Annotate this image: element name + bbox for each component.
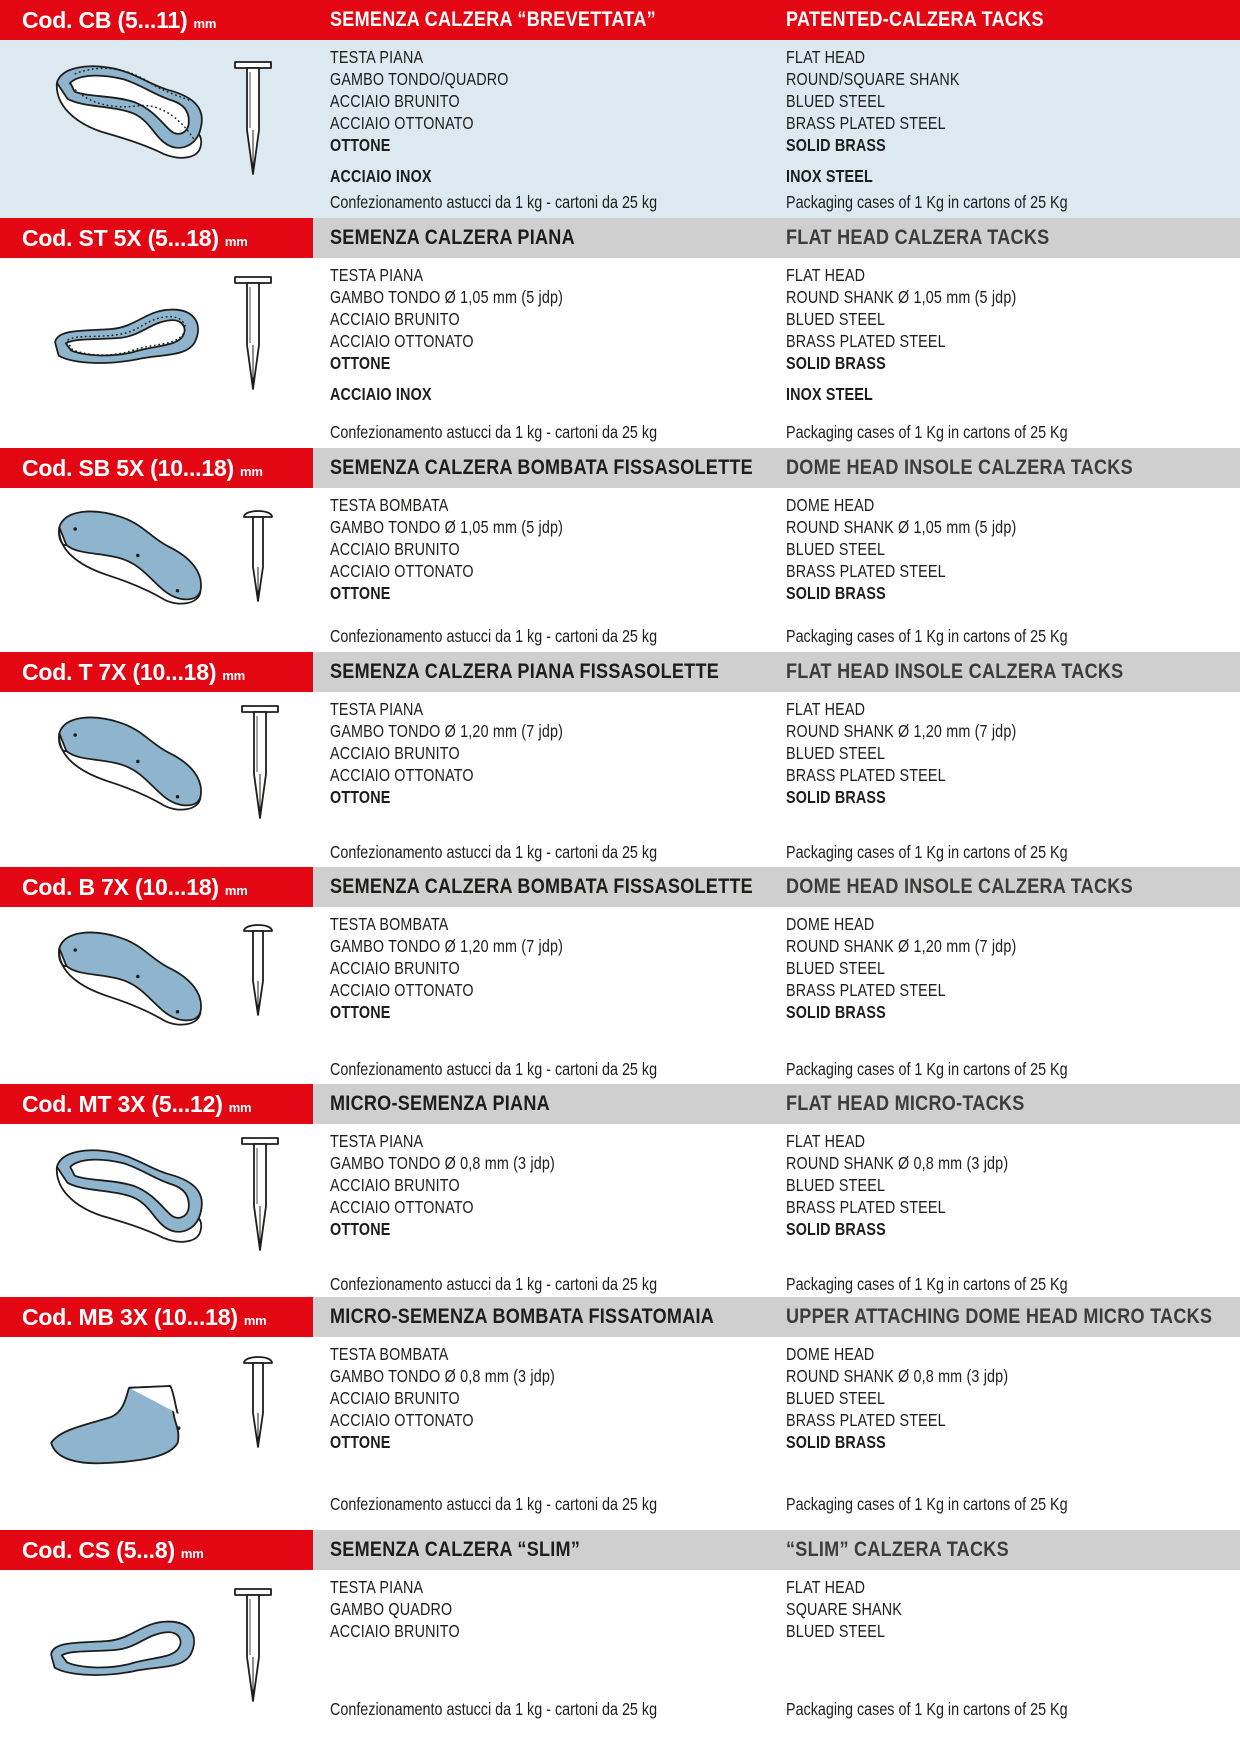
spec-line-it: ACCIAIO INOX <box>330 384 432 404</box>
perforated-band-insole-icon <box>48 52 208 172</box>
spec-line-en: ROUND SHANK Ø 1,20 mm (7 jdp) <box>786 936 1017 956</box>
product-header <box>0 218 1240 258</box>
product-title-en: FLAT HEAD INSOLE CALZERA TACKS <box>786 660 1124 683</box>
spec-line-it: TESTA PIANA <box>330 699 424 719</box>
spec-line-en: SOLID BRASS <box>786 1002 886 1022</box>
product-header <box>0 1084 1240 1124</box>
product-code: Cod. ST 5X (5...18) mm <box>22 225 248 251</box>
spec-line-en: ROUND SHANK Ø 0,8 mm (3 jdp) <box>786 1153 1009 1173</box>
product-body <box>0 692 1240 867</box>
product-title-en: UPPER ATTACHING DOME HEAD MICRO TACKS <box>786 1305 1213 1328</box>
spec-line-en: BRASS PLATED STEEL <box>786 113 946 133</box>
product-title-it: SEMENZA CALZERA PIANA FISSASOLETTE <box>330 660 720 683</box>
product-title-cell <box>313 652 1240 692</box>
spec-line-en: BLUED STEEL <box>786 309 886 329</box>
spec-line-en: BLUED STEEL <box>786 743 886 763</box>
product-title-en: PATENTED-CALZERA TACKS <box>786 8 1044 31</box>
product-header <box>0 652 1240 692</box>
shoe-upper-icon <box>42 1377 207 1477</box>
spec-line-it: ACCIAIO OTTONATO <box>330 561 474 581</box>
spec-line-it: ACCIAIO OTTONATO <box>330 980 474 1000</box>
spec-line-it: GAMBO TONDO Ø 1,05 mm (5 jdp) <box>330 517 564 537</box>
product-code: Cod. CB (5...11) mm <box>22 7 217 33</box>
insole-icon <box>54 498 204 618</box>
spec-line-it: ACCIAIO BRUNITO <box>330 1388 460 1408</box>
flat-head-tack-icon <box>233 273 273 398</box>
product-title-en: “SLIM” CALZERA TACKS <box>786 1538 1009 1561</box>
spec-line-en: BLUED STEEL <box>786 1388 886 1408</box>
spec-line-en: BRASS PLATED STEEL <box>786 765 946 785</box>
band-insole-icon <box>48 1136 208 1256</box>
spec-line-it: ACCIAIO OTTONATO <box>330 113 474 133</box>
product-header <box>0 0 1240 40</box>
spec-line-en: INOX STEEL <box>786 166 873 186</box>
product-code-unit: mm <box>224 883 248 898</box>
spec-line-en: SOLID BRASS <box>786 353 886 373</box>
spec-line-it: OTTONE <box>330 1432 391 1452</box>
spec-line-it: ACCIAIO BRUNITO <box>330 743 460 763</box>
product-header <box>0 867 1240 907</box>
spec-line-it: TESTA PIANA <box>330 47 424 67</box>
flat-head-tack-icon <box>233 58 273 183</box>
product-code-cell <box>0 448 313 488</box>
spec-line-en: FLAT HEAD <box>786 265 866 285</box>
product-body <box>0 1570 1240 1740</box>
product-body <box>0 1124 1240 1297</box>
packaging-en: Packaging cases of 1 Kg in cartons of 25 Kg <box>786 422 1068 442</box>
product-code: Cod. SB 5X (10...18) mm <box>22 455 263 481</box>
spec-line-en: ROUND SHANK Ø 1,05 mm (5 jdp) <box>786 517 1017 537</box>
product-block <box>0 652 1240 867</box>
spec-line-en: SOLID BRASS <box>786 583 886 603</box>
packaging-en: Packaging cases of 1 Kg in cartons of 25 Kg <box>786 842 1068 862</box>
product-body <box>0 258 1240 448</box>
spec-line-en: BRASS PLATED STEEL <box>786 1410 946 1430</box>
spec-line-it: GAMBO TONDO Ø 0,8 mm (3 jdp) <box>330 1366 555 1386</box>
spec-line-en: BLUED STEEL <box>786 539 886 559</box>
spec-line-it: TESTA BOMBATA <box>330 914 449 934</box>
product-title-cell <box>313 218 1240 258</box>
product-block <box>0 867 1240 1084</box>
product-title-cell <box>313 1530 1240 1570</box>
product-code-unit: mm <box>222 668 246 683</box>
spec-line-en: DOME HEAD <box>786 495 875 515</box>
product-title-it: SEMENZA CALZERA PIANA <box>330 226 575 249</box>
spec-line-it: ACCIAIO OTTONATO <box>330 1410 474 1430</box>
packaging-it: Confezionamento astucci da 1 kg - cartoni da 25 kg <box>330 842 658 862</box>
spec-line-en: BLUED STEEL <box>786 1175 886 1195</box>
product-header <box>0 448 1240 488</box>
product-title-cell <box>313 1297 1240 1337</box>
product-code: Cod. B 7X (10...18) mm <box>22 874 248 900</box>
product-code-unit: mm <box>224 234 248 249</box>
spec-line-it: ACCIAIO OTTONATO <box>330 1197 474 1217</box>
dome-head-tack-icon <box>240 1351 276 1456</box>
spec-line-en: DOME HEAD <box>786 914 875 934</box>
spec-line-it: ACCIAIO BRUNITO <box>330 91 460 111</box>
product-header <box>0 1530 1240 1570</box>
spec-line-it: TESTA BOMBATA <box>330 1344 449 1364</box>
packaging-en: Packaging cases of 1 Kg in cartons of 25 Kg <box>786 1059 1068 1079</box>
product-title-en: DOME HEAD INSOLE CALZERA TACKS <box>786 456 1133 479</box>
spec-line-it: ACCIAIO OTTONATO <box>330 765 474 785</box>
product-title-it: SEMENZA CALZERA BOMBATA FISSASOLETTE <box>330 456 753 479</box>
product-title-cell <box>313 0 1240 40</box>
product-code: Cod. CS (5...8) mm <box>22 1537 204 1563</box>
spec-line-it: ACCIAIO BRUNITO <box>330 1175 460 1195</box>
product-body <box>0 1337 1240 1530</box>
spec-line-it: TESTA BOMBATA <box>330 495 449 515</box>
product-header <box>0 1297 1240 1337</box>
spec-line-it: ACCIAIO INOX <box>330 166 432 186</box>
product-title-it: SEMENZA CALZERA BOMBATA FISSASOLETTE <box>330 875 753 898</box>
spec-line-it: GAMBO TONDO Ø 1,20 mm (7 jdp) <box>330 721 564 741</box>
spec-line-it: OTTONE <box>330 583 391 603</box>
product-block <box>0 448 1240 652</box>
spec-line-en: BRASS PLATED STEEL <box>786 980 946 1000</box>
packaging-it: Confezionamento astucci da 1 kg - cartoni da 25 kg <box>330 422 658 442</box>
packaging-it: Confezionamento astucci da 1 kg - cartoni da 25 kg <box>330 1494 658 1514</box>
packaging-it: Confezionamento astucci da 1 kg - cartoni da 25 kg <box>330 1699 658 1719</box>
spec-line-en: BLUED STEEL <box>786 91 886 111</box>
product-block <box>0 218 1240 448</box>
packaging-en: Packaging cases of 1 Kg in cartons of 25 Kg <box>786 626 1068 646</box>
spec-line-en: FLAT HEAD <box>786 1131 866 1151</box>
spec-line-en: ROUND SHANK Ø 1,20 mm (7 jdp) <box>786 721 1017 741</box>
spec-line-en: FLAT HEAD <box>786 1577 866 1597</box>
spec-line-it: TESTA PIANA <box>330 265 424 285</box>
flat-head-tack-icon <box>240 1134 280 1259</box>
spec-line-en: DOME HEAD <box>786 1344 875 1364</box>
flat-band-icon <box>48 298 208 383</box>
product-code-unit: mm <box>228 1100 252 1115</box>
product-title-it: SEMENZA CALZERA “SLIM” <box>330 1538 581 1561</box>
spec-line-it: GAMBO TONDO/QUADRO <box>330 69 509 89</box>
packaging-it: Confezionamento astucci da 1 kg - cartoni da 25 kg <box>330 1059 658 1079</box>
spec-line-en: SOLID BRASS <box>786 1432 886 1452</box>
product-title-it: MICRO-SEMENZA BOMBATA FISSATOMAIA <box>330 1305 715 1328</box>
product-code-unit: mm <box>243 1313 267 1328</box>
product-body <box>0 40 1240 218</box>
spec-line-en: FLAT HEAD <box>786 699 866 719</box>
insole-icon <box>54 704 204 824</box>
packaging-en: Packaging cases of 1 Kg in cartons of 25 Kg <box>786 1699 1068 1719</box>
spec-line-it: GAMBO TONDO Ø 1,05 mm (5 jdp) <box>330 287 564 307</box>
product-code-cell <box>0 652 313 692</box>
flat-head-tack-icon <box>233 1585 273 1710</box>
spec-line-it: OTTONE <box>330 1002 391 1022</box>
product-title-it: SEMENZA CALZERA “BREVETTATA” <box>330 8 656 31</box>
spec-line-it: OTTONE <box>330 787 391 807</box>
product-block <box>0 1530 1240 1740</box>
spec-line-en: INOX STEEL <box>786 384 873 404</box>
product-code-cell <box>0 0 313 40</box>
spec-line-en: SOLID BRASS <box>786 1219 886 1239</box>
product-body <box>0 488 1240 652</box>
product-title-cell <box>313 867 1240 907</box>
product-code: Cod. MB 3X (10...18) mm <box>22 1304 267 1330</box>
product-block <box>0 1297 1240 1530</box>
dome-head-tack-icon <box>240 505 276 610</box>
product-title-en: DOME HEAD INSOLE CALZERA TACKS <box>786 875 1133 898</box>
spec-line-it: ACCIAIO BRUNITO <box>330 539 460 559</box>
spec-line-en: BLUED STEEL <box>786 958 886 978</box>
packaging-en: Packaging cases of 1 Kg in cartons of 25 Kg <box>786 1274 1068 1294</box>
spec-line-en: ROUND/SQUARE SHANK <box>786 69 960 89</box>
product-block <box>0 1084 1240 1297</box>
spec-line-en: SOLID BRASS <box>786 135 886 155</box>
spec-line-en: BLUED STEEL <box>786 1621 886 1641</box>
product-title-cell <box>313 448 1240 488</box>
spec-line-it: TESTA PIANA <box>330 1577 424 1597</box>
spec-line-it: OTTONE <box>330 135 391 155</box>
packaging-it: Confezionamento astucci da 1 kg - cartoni da 25 kg <box>330 192 658 212</box>
packaging-it: Confezionamento astucci da 1 kg - cartoni da 25 kg <box>330 1274 658 1294</box>
product-code-unit: mm <box>240 464 263 479</box>
insole-icon <box>54 919 204 1039</box>
spec-line-it: TESTA PIANA <box>330 1131 424 1151</box>
product-code: Cod. T 7X (10...18) mm <box>22 659 246 685</box>
spec-line-en: BRASS PLATED STEEL <box>786 561 946 581</box>
product-body <box>0 907 1240 1084</box>
spec-line-en: FLAT HEAD <box>786 47 866 67</box>
spec-line-it: GAMBO QUADRO <box>330 1599 453 1619</box>
packaging-en: Packaging cases of 1 Kg in cartons of 25 Kg <box>786 192 1068 212</box>
product-title-en: FLAT HEAD CALZERA TACKS <box>786 226 1050 249</box>
spec-line-en: SOLID BRASS <box>786 787 886 807</box>
spec-line-it: ACCIAIO BRUNITO <box>330 958 460 978</box>
product-code-cell <box>0 1297 313 1337</box>
spec-line-en: BRASS PLATED STEEL <box>786 331 946 351</box>
spec-line-it: ACCIAIO BRUNITO <box>330 1621 460 1641</box>
product-code-cell <box>0 1530 313 1570</box>
spec-line-it: ACCIAIO OTTONATO <box>330 331 474 351</box>
spec-line-it: OTTONE <box>330 353 391 373</box>
spec-line-en: ROUND SHANK Ø 0,8 mm (3 jdp) <box>786 1366 1009 1386</box>
product-code-cell <box>0 867 313 907</box>
spec-line-en: ROUND SHANK Ø 1,05 mm (5 jdp) <box>786 287 1017 307</box>
product-code-cell <box>0 1084 313 1124</box>
product-title-it: MICRO-SEMENZA PIANA <box>330 1092 550 1115</box>
product-code: Cod. MT 3X (5...12) mm <box>22 1091 252 1117</box>
spec-line-it: GAMBO TONDO Ø 1,20 mm (7 jdp) <box>330 936 564 956</box>
spec-line-en: SQUARE SHANK <box>786 1599 903 1619</box>
product-code-unit: mm <box>180 1546 204 1561</box>
packaging-en: Packaging cases of 1 Kg in cartons of 25 Kg <box>786 1494 1068 1514</box>
spec-line-it: OTTONE <box>330 1219 391 1239</box>
thin-band-icon <box>44 1610 204 1695</box>
spec-line-it: GAMBO TONDO Ø 0,8 mm (3 jdp) <box>330 1153 555 1173</box>
product-title-cell <box>313 1084 1240 1124</box>
product-block <box>0 0 1240 218</box>
flat-head-tack-icon <box>240 702 280 827</box>
spec-line-it: ACCIAIO BRUNITO <box>330 309 460 329</box>
product-code-cell <box>0 218 313 258</box>
product-title-en: FLAT HEAD MICRO-TACKS <box>786 1092 1025 1115</box>
packaging-it: Confezionamento astucci da 1 kg - cartoni da 25 kg <box>330 626 658 646</box>
dome-head-tack-icon <box>240 919 276 1024</box>
product-code-unit: mm <box>193 16 217 31</box>
spec-line-en: BRASS PLATED STEEL <box>786 1197 946 1217</box>
